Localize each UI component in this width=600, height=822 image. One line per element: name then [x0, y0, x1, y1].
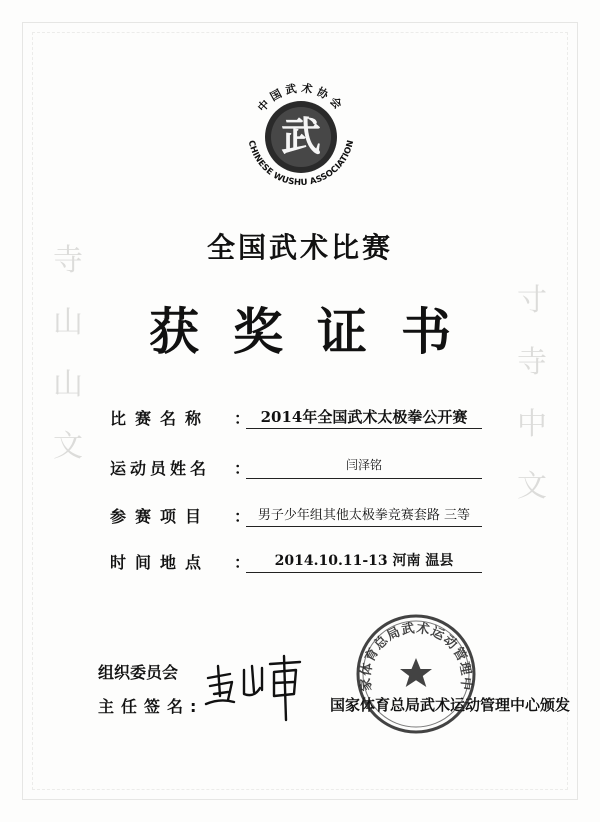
field-colon: ：	[234, 553, 251, 572]
right-decorative-pattern: 寸 寺 中 文	[517, 283, 547, 504]
field-value: 闫泽铭	[246, 456, 482, 479]
logo-name-cn: 中国武术协会	[255, 81, 347, 115]
organizing-committee-label: 组织委员会	[98, 663, 179, 682]
field-label: 比赛名称	[110, 409, 211, 428]
wushu-association-logo	[234, 70, 368, 204]
logo-name-en: CHINESE WUSHU ASSOCIATION	[245, 139, 357, 189]
certificate-title: 全国武术比赛	[206, 231, 393, 264]
field-label: 参赛项目	[110, 507, 211, 526]
field-value: 2014.10.11-13 河南 温县	[246, 550, 482, 573]
field-value: 男子少年组其他太极拳竞赛套路 三等	[246, 504, 482, 527]
field-colon: ：	[234, 409, 251, 428]
issuing-authority: 国家体育总局武术运动管理中心颁发	[330, 696, 571, 714]
field-label: 时间地点	[110, 553, 211, 572]
certificate-subtitle: 获奖证书	[149, 302, 485, 361]
field-colon: ：	[234, 459, 251, 478]
seal-text: 家体育总局武术运动管理中	[358, 621, 474, 692]
director-signature-label: 主任签名:	[98, 697, 204, 716]
field-colon: ：	[234, 507, 251, 526]
official-seal	[354, 612, 478, 736]
logo-emblem-char: 武	[281, 113, 321, 160]
field-value: 2014年全国武术太极拳公开赛	[246, 406, 482, 429]
left-decorative-pattern: 寺 山 山 文	[53, 243, 83, 464]
handwritten-signature	[200, 648, 310, 728]
field-label: 运动员姓名	[110, 459, 211, 478]
